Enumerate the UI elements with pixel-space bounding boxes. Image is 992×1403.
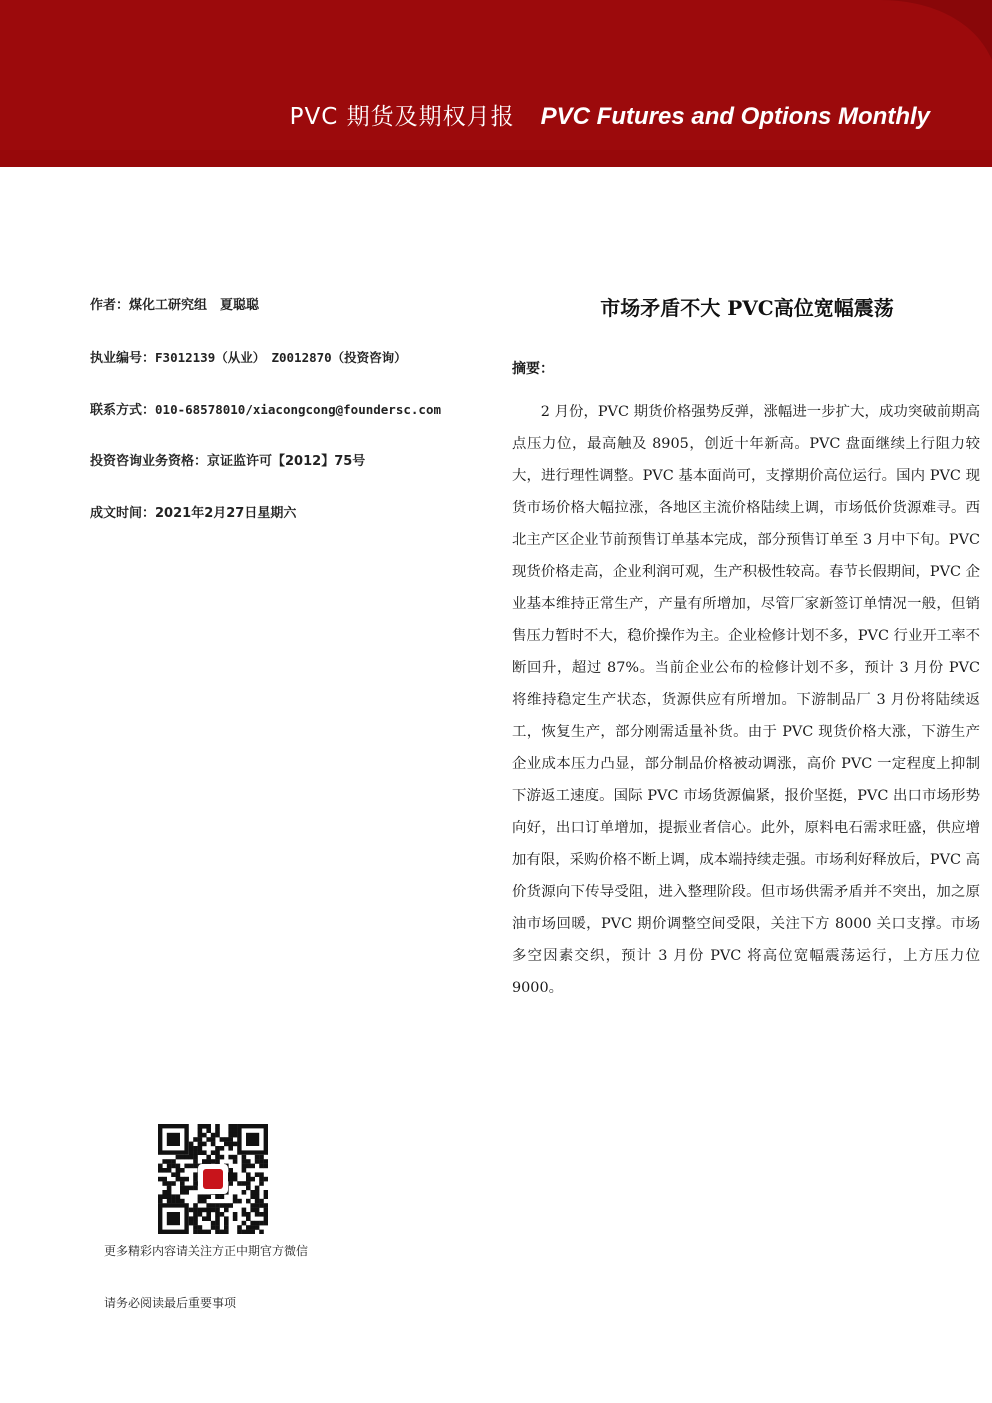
qr-caption: 更多精彩内容请关注方正中期官方微信 bbox=[104, 1244, 309, 1258]
date-value: 2021年2月27日星期六 bbox=[155, 506, 297, 521]
report-header-title bbox=[290, 98, 930, 138]
contact-label: 联系方式： bbox=[90, 403, 156, 418]
contact-value: 010-68578010/xiacongcong@foundersc.com bbox=[155, 402, 441, 417]
date-line bbox=[90, 504, 490, 524]
license-line bbox=[90, 348, 490, 368]
article-title: 市场矛盾不大 PVC高位宽幅震荡 bbox=[600, 296, 894, 320]
qualification-value: 京证监许可【2012】75号 bbox=[207, 454, 366, 469]
important-notice: 请务必阅读最后重要事项 bbox=[104, 1296, 237, 1310]
author-value: 煤化工研究组 夏聪聪 bbox=[129, 298, 260, 313]
author-label: 作者： bbox=[90, 298, 130, 313]
wechat-qr-code-icon bbox=[158, 1124, 268, 1234]
abstract-body: 2 月份，PVC 期货价格强势反弹，涨幅进一步扩大，成功突破前期高点压力位，最高触及 8905，创近十年新高。PVC 盘面继续上行阻力较大，进行理性调整。PVC 基本面尚可，支撑期价高位运行。国内 PVC 现货市场价格大幅拉涨，各地区主流价格陆续上调，市场低价货源难寻。西北主产区企业节前预售订单基本完成，部分预售订单至 3 月中下旬。PVC 现货价格走高，企业利润可观，生产积极性较高。春节长假期间，PVC 企业基本维持正常生产，产量有所增加，尽管厂家新签订单情况一般，但销售压力暂时不大，稳价操作为主。企业检修计划不多，PVC 行业开工率不断回升，超过 87%。当前企业公布的检修计划不多，预计 3 月份 PVC 将维持稳定生产状态，货源供应有所增加。下游制品厂 3 月份将陆续返工，恢复生产，部分刚需适量补货。由于 PVC 现货价格大涨，下游生产企业成本压力凸显，部分制品价格被动调涨，高价 PVC 一定程度上抑制下游返工速度。国际 PVC 市场货源偏紧，报价坚挺，PVC 出口市场形势向好，出口订单增加，提振业者信心。此外，原料电石需求旺盛，供应增加有限，采购价格不断上调，成本端持续走强。市场利好释放后，PVC 高价货源向下传导受阻，进入整理阶段。但市场供需矛盾并不突出，加之原油市场回暖，PVC 期价调整空间受限，关注下方 8000 关口支撑。市场多空因素交织，预计 3 月份 PVC 将高位宽幅震荡运行，上方压力位 9000。 bbox=[512, 404, 980, 996]
license-label: 执业编号： bbox=[90, 351, 156, 366]
date-label: 成文时间： bbox=[90, 506, 156, 521]
report-title-cn: PVC 期货及期权月报 bbox=[289, 104, 515, 130]
license-value: F3012139（从业） Z0012870（投资咨询） bbox=[155, 350, 407, 365]
abstract-label: 摘要： bbox=[512, 361, 554, 377]
author-meta-block bbox=[90, 296, 490, 556]
report-title-en: PVC Futures and Options Monthly bbox=[540, 103, 930, 130]
qualification-line bbox=[90, 452, 490, 472]
contact-line bbox=[90, 400, 490, 420]
company-logo-icon bbox=[198, 1164, 228, 1194]
author-line bbox=[90, 296, 490, 316]
qualification-label: 投资咨询业务资格： bbox=[90, 454, 208, 469]
header-curve-decoration bbox=[0, 0, 992, 167]
